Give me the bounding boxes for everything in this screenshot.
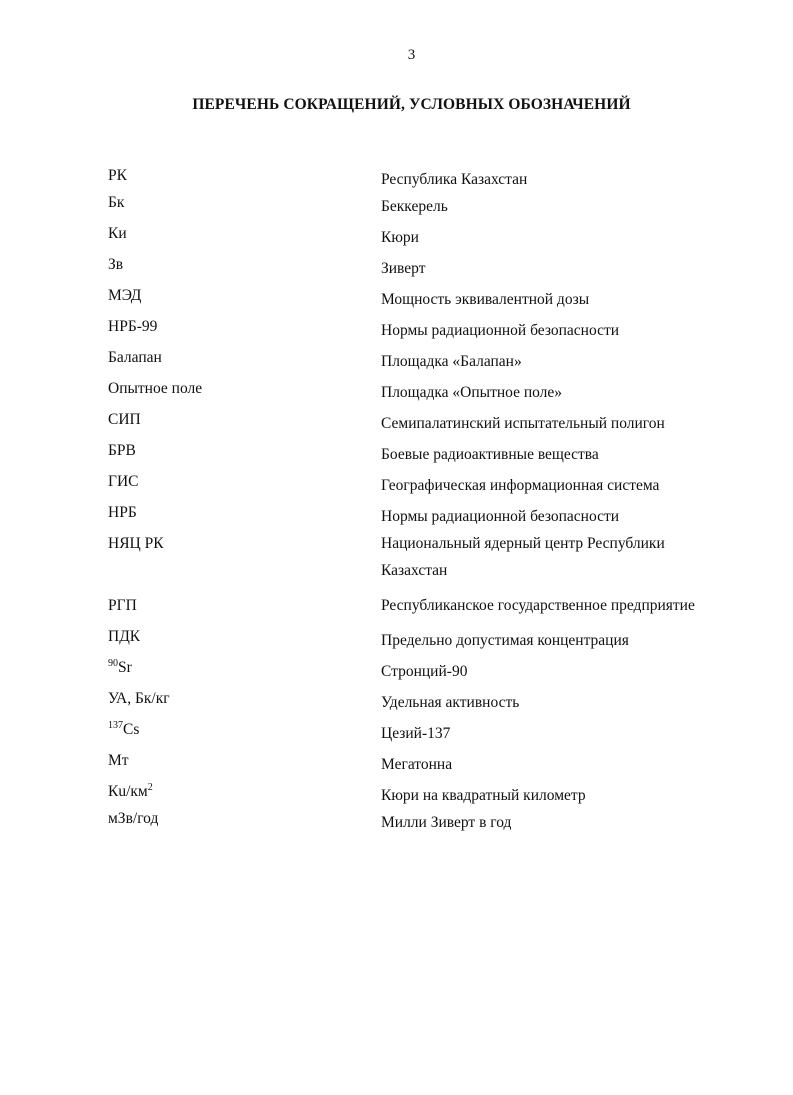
abbreviation-description: Мощность эквивалентной дозы	[381, 291, 590, 308]
abbreviation-description: Кюри	[381, 229, 419, 246]
unit-base: Кu/км	[108, 783, 148, 800]
abbreviation-description: Площадка «Балапан»	[381, 353, 522, 370]
abbreviation-term	[108, 720, 139, 740]
unit-exponent: 2	[147, 782, 153, 793]
abbreviation-term: НРБ-99	[108, 318, 158, 335]
abbreviation-description: Удельная активность	[381, 694, 520, 711]
abbreviation-description: Семипалатинский испытательный полигон	[381, 415, 665, 432]
abbreviation-description: Зиверт	[381, 260, 426, 277]
abbreviation-term: Бк	[108, 194, 125, 211]
abbreviation-description: Боевые радиоактивные вещества	[381, 446, 599, 463]
abbreviation-term	[108, 782, 153, 802]
abbreviation-term: БРВ	[108, 442, 136, 459]
element-symbol: Cs	[123, 721, 140, 738]
abbreviation-term: РК	[108, 167, 127, 184]
abbreviation-term: УА, Бк/кг	[108, 690, 170, 707]
abbreviation-description: Предельно допустимая концентрация	[381, 632, 629, 649]
abbreviation-description: Республиканское государственное предприятие	[381, 597, 695, 614]
element-symbol: Sr	[118, 659, 132, 676]
abbreviation-term: ПДК	[108, 628, 141, 645]
abbreviation-description: Площадка «Опытное поле»	[381, 384, 563, 401]
abbreviation-term: МЭД	[108, 287, 142, 304]
abbreviation-description: Кюри на квадратный километр	[381, 787, 586, 804]
abbreviation-description: Беккерель	[381, 198, 448, 215]
abbreviation-description: Цезий-137	[381, 725, 451, 742]
abbreviation-description: Нормы радиационной безопасности	[381, 508, 620, 525]
abbreviation-description: Географическая информационная система	[381, 477, 660, 494]
page-number: 3	[407, 47, 416, 63]
abbreviation-term: НЯЦ РК	[108, 535, 164, 552]
abbreviation-description: Нормы радиационной безопасности	[381, 322, 620, 339]
abbreviation-description: Республика Казахстан	[381, 171, 528, 188]
abbreviation-description: Мегатонна	[381, 756, 453, 773]
abbreviation-term: Опытное поле	[108, 380, 203, 397]
isotope-mass-number: 137	[108, 720, 123, 731]
abbreviation-term: РГП	[108, 597, 137, 614]
abbreviation-term: Мт	[108, 752, 129, 769]
abbreviation-term	[108, 658, 132, 678]
abbreviation-description: Национальный ядерный центр Республики Казахстан	[381, 535, 665, 579]
abbreviation-term: НРБ	[108, 504, 137, 521]
page-title: ПЕРЕЧЕНЬ СОКРАЩЕНИЙ, УСЛОВНЫХ ОБОЗНАЧЕНИЙ	[192, 96, 631, 113]
abbreviation-description: Стронций-90	[381, 663, 468, 680]
abbreviation-term: мЗв/год	[108, 810, 159, 827]
abbreviation-term: Балапан	[108, 349, 162, 366]
isotope-mass-number: 90	[108, 658, 118, 669]
abbreviation-term: Зв	[108, 256, 124, 273]
abbreviation-term: Ки	[108, 225, 127, 242]
abbreviation-term: ГИС	[108, 473, 139, 490]
abbreviation-description: Милли Зиверт в год	[381, 814, 512, 831]
abbreviation-term: СИП	[108, 411, 141, 428]
